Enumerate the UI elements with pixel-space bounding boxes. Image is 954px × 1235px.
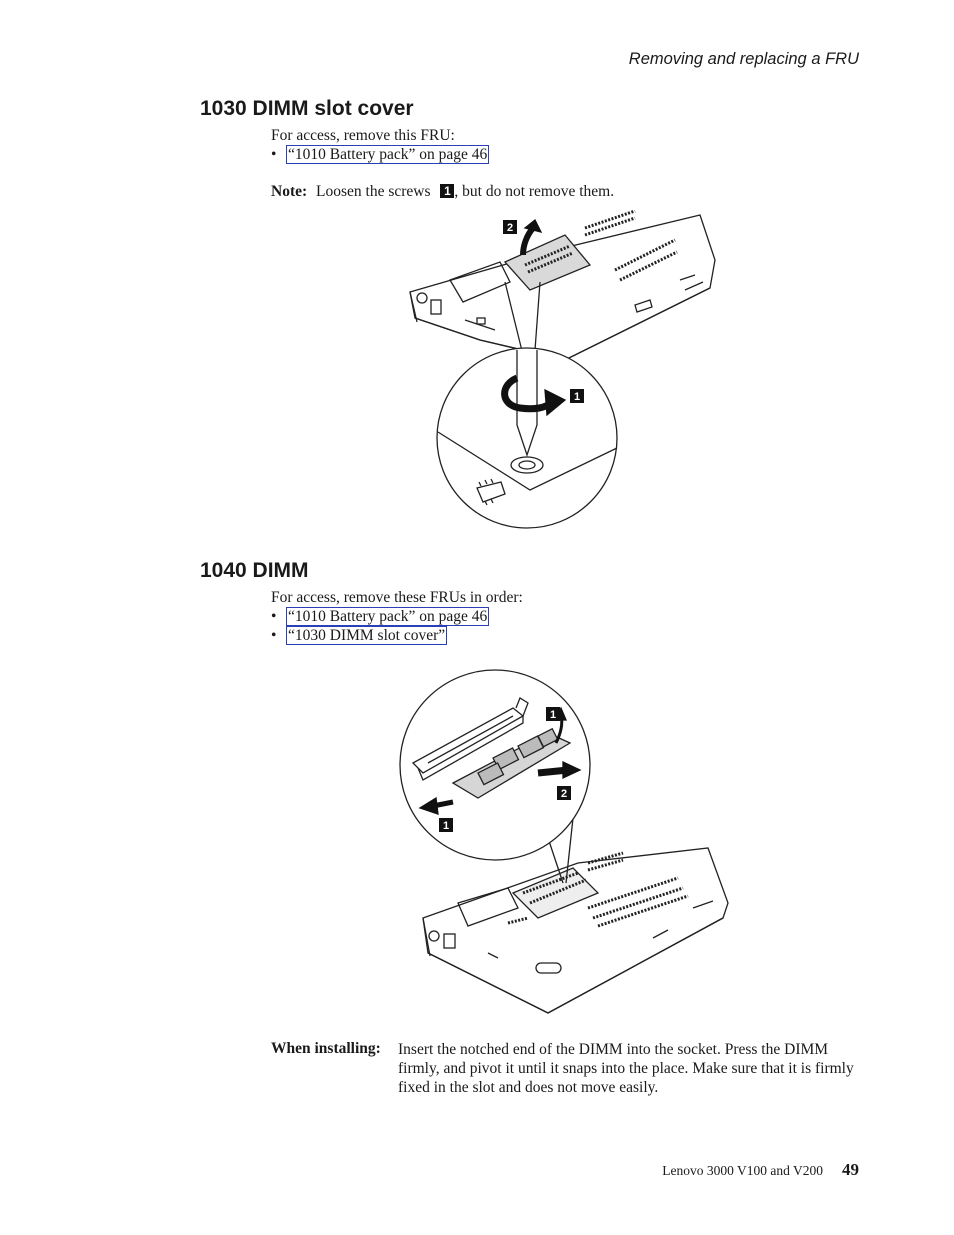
- when-installing-text: Insert the notched end of the DIMM into the socket. Press the DIMM firmly, and pivot it until it snaps into the place. Make sure that it is firmly fixed in the slot and does not move easily.: [398, 1041, 854, 1096]
- access-intro: For access, remove these FRUs in order:: [271, 589, 523, 606]
- callout-label: 1: [549, 709, 557, 721]
- laptop-base-illustration: [410, 211, 715, 360]
- bullet-icon: •: [271, 146, 277, 163]
- callout-label: 2: [506, 222, 514, 234]
- note-text: Loosen the screws: [316, 183, 431, 200]
- footer-book-title: Lenovo 3000 V100 and V200: [662, 1163, 823, 1178]
- dimm-slot-cover-figure: [405, 210, 725, 535]
- access-list-1030: [271, 126, 489, 164]
- link-dimm-slot-cover[interactable]: “1030 DIMM slot cover”: [288, 627, 446, 644]
- running-header: Removing and replacing a FRU: [628, 50, 859, 68]
- section-heading-1040: 1040 DIMM: [200, 559, 309, 582]
- note-1030: [271, 182, 614, 201]
- callout-label: 2: [560, 788, 568, 800]
- list-item: [271, 607, 523, 626]
- link-battery-pack[interactable]: “1010 Battery pack” on page 46: [288, 146, 488, 163]
- access-list-1040: [271, 588, 523, 645]
- list-item: [271, 145, 489, 164]
- link-battery-pack[interactable]: “1010 Battery pack” on page 46: [288, 608, 488, 625]
- when-installing-label: When installing:: [271, 1040, 381, 1057]
- dimm-removal-figure: [398, 668, 733, 1018]
- lift-arrow-head-icon: [525, 220, 541, 232]
- callout-badge: 1: [440, 184, 454, 198]
- list-item: [271, 626, 523, 645]
- bullet-icon: •: [271, 627, 277, 644]
- note-label: Note:: [271, 183, 308, 200]
- page-number: 49: [842, 1160, 859, 1179]
- access-intro: For access, remove this FRU:: [271, 127, 455, 144]
- callout-label: 1: [573, 391, 581, 403]
- note-text-end: , but do not remove them.: [454, 183, 615, 200]
- bullet-icon: •: [271, 608, 277, 625]
- callout-label: 1: [442, 820, 450, 832]
- section-heading-1030: 1030 DIMM slot cover: [200, 97, 414, 120]
